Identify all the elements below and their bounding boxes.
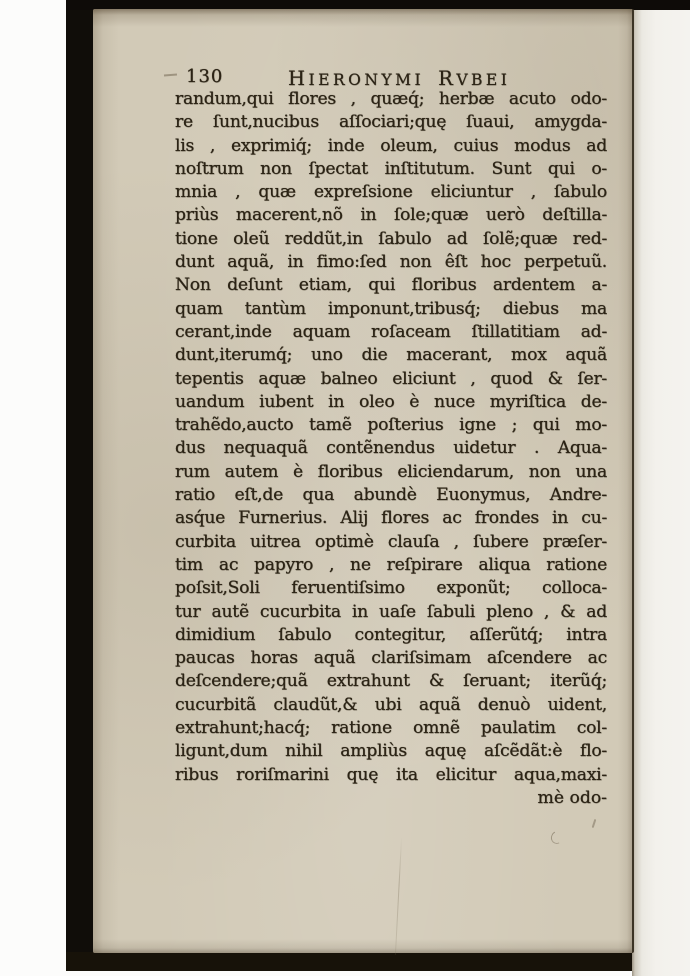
text-line: randum,qui flores , quæq́; herbæ acuto odo- [175, 89, 607, 109]
text-line: asq́ue Furnerius. Alij flores ac frondes in cu- [175, 508, 607, 529]
running-title-initial-1: H [288, 67, 309, 90]
text-line: deſcendere;quã extrahunt & ſeruant; iterũq́; [175, 671, 607, 692]
text-line: noſtrum non ſpectat inſtitutum. Sunt qui o- [175, 158, 607, 179]
book-page [93, 9, 634, 953]
text-line: quam tantùm imponunt,tribusq́; diebus ma [175, 298, 607, 319]
running-title-initial-2: R [438, 67, 457, 90]
page-header [175, 66, 607, 90]
catchword: mè odo- [537, 788, 607, 808]
text-line: ribus roriſmarini quę ita elicitur aqua,maxi- [175, 764, 607, 785]
scanner-background-left [66, 0, 94, 971]
page-number: 130 [186, 66, 224, 87]
text-line: tim ac papyro , ne reſpirare aliqua ratione [175, 554, 607, 575]
text-line: dunt aquã, in fimo:ſed non êſt hoc perpetuũ. [175, 252, 607, 273]
text-line: rum autem è floribus eliciendarum, non una [175, 461, 607, 482]
running-title-rest-2: VBEI [456, 71, 511, 89]
text-line: dus nequaquã contẽnendus uidetur . Aqua- [175, 438, 607, 459]
text-line: tur autẽ cucurbita in uaſe ſabuli pleno , & ad [175, 601, 607, 622]
text-line: dimidium ſabulo contegitur, aſſerũtq́; intra [175, 624, 607, 645]
text-line: uandum iubent in oleo è nuce myriſtica de- [175, 391, 607, 412]
text-line: paucas horas aquã clariſsimam aſcendere ac [175, 648, 607, 669]
text-line: cucurbitã claudũt,& ubi aquã denuò uident, [175, 694, 607, 715]
text-line: re ſunt,nucibus aſſociari;quę ſuaui, amygda- [175, 112, 607, 133]
text-line: dunt,iterumq́; uno die macerant, mox aquã [175, 345, 607, 366]
text-line: extrahunt;hacq́; ratione omnẽ paulatim col- [175, 718, 607, 739]
text-line: Non deſunt etiam, qui floribus ardentem a- [175, 275, 607, 296]
text-line: trahẽdo,aucto tamẽ poſterius igne ; qui mo- [175, 415, 607, 436]
text-line: curbita uitrea optimè clauſa , ſubere præſer- [175, 531, 607, 552]
text-line: tione oleũ reddũt,in ſabulo ad ſolẽ;quæ red- [175, 228, 607, 249]
stray-ink-tick [592, 819, 597, 828]
running-title-rest-1: IERONYMI [308, 71, 425, 89]
paper-crease [395, 837, 402, 955]
stray-ink-curl [549, 829, 565, 845]
adjacent-page-edge [632, 9, 690, 976]
text-line: cerant,inde aquam roſaceam ſtillatitiam ad- [175, 321, 607, 342]
text-line: mnia , quæ expreſsione eliciuntur , ſabulo [175, 182, 607, 203]
text-line: poſsit,Soli feruentiſsimo exponũt; colloca- [175, 578, 607, 599]
text-line: lis , exprimiq́; inde oleum, cuius modus ad [175, 135, 607, 156]
scanner-background-bottom [66, 952, 632, 971]
text-line: tepentis aquæ balneo eliciunt , quod & ſer- [175, 368, 607, 389]
text-line: ligunt,dum nihil ampliùs aquę aſcẽdãt:è flo- [175, 741, 607, 762]
body-text [175, 88, 607, 787]
text-line: priùs macerent,nõ in ſole;quæ uerò deſtilla- [175, 205, 607, 226]
running-title [288, 67, 510, 90]
catchword-row [175, 787, 607, 810]
text-line: ratio eſt,de qua abundè Euonymus, Andre- [175, 485, 607, 506]
